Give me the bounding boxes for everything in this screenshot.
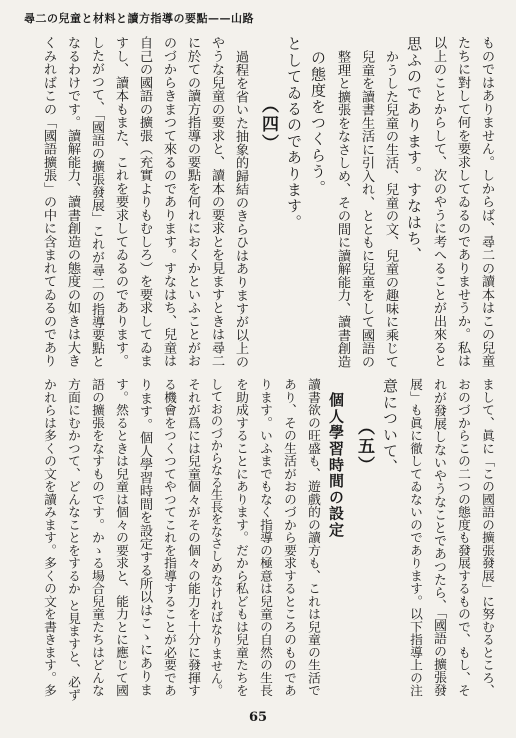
section-heading-5: （五） [354, 418, 374, 475]
section-subheading: 個人學習時間の設定 [327, 392, 345, 538]
text-column: あり、その生活がおのづから要求するところのものであ [281, 378, 296, 697]
text-column: 以上のことからして、次のやうに考へることが出來ると [431, 36, 446, 368]
text-column: ります。いふまでもなく指導の極意は兒童の自然の生長 [257, 378, 272, 697]
text-column: 讀書欲の旺盛も、遊戲的の讀方も、これは兒童の生活で [305, 378, 320, 697]
text-column: おのづからこの二つの態度も發展するもので、もし、そ [455, 378, 470, 697]
text-column: 語の擴張をなすものです。かゝる場合兒童たちはどんな [89, 378, 104, 697]
text-column: 思ふのであります。すなはち、 [405, 36, 423, 263]
text-column: としてゐるのであります。 [285, 36, 303, 231]
text-column: やうな兒童の要求と、讀本の要求とを見ますときは尋二 [209, 36, 224, 368]
text-column: たちに對して何を要求してゐるのでありませうか。私は [455, 36, 470, 368]
text-column: に於ての讀方指導の要點を何れにおくかといふことがお [185, 36, 200, 368]
text-column: したがつて、「國語の擴張發展」これが尋二の指導要點と [89, 36, 104, 368]
text-column: ります。個人學習時間を設定する所以はこゝにありま [137, 378, 152, 696]
lower-text-block [18, 378, 498, 703]
text-column: なるわけです。讀解能力、讀書創造の態度の如きは大き [65, 36, 80, 368]
text-column: ものではありません。しからば、尋二の讀本はこの兒童 [479, 36, 494, 368]
text-column: かうした兒童の生活、兒童の文、兒童の趣味に乘じて [383, 50, 398, 368]
text-column: 展」も眞に徹してゐないのであります。以下指導上の注 [407, 378, 422, 697]
running-header [14, 8, 502, 32]
text-column: 整理と擴張をなさしめ、その間に讀解能力、讀書創造 [335, 50, 350, 368]
text-column: 自己の國語の擴張（充實よりもむしろ）を要求してゐま [137, 36, 152, 368]
text-column: まして、眞に「この國語の擴張發展」に努むるところ、 [479, 378, 494, 697]
text-column: 意について、 [381, 378, 399, 476]
text-column: を助成することにあります。だから私どもは兒童たちを [233, 378, 248, 697]
text-column: しておのづからなる生長をなさしめなければなりません。 [209, 378, 223, 697]
text-column: 方面にむかつて、どんなことをするか と見ますと、必ず [65, 378, 80, 701]
text-column: す。然るときは兒童は個々の要求と、能力とに應じて國 [113, 378, 128, 697]
text-column: る機會をつくつてやつてこれを指導することが必要であ [161, 378, 176, 697]
text-column: れが發展しないやうなことであつたら、「國語の擴張發 [431, 378, 446, 697]
section-heading-4: （四） [258, 96, 278, 153]
header-title: 尋二の兒童と材料と讀方指導の要點——山路 [24, 12, 254, 25]
text-column: それが爲には兒童個々がその個々の能力を十分に發揮す [185, 378, 200, 697]
text-column: 過程を省いた抽象的歸結のきらひはありますが以上の [233, 50, 248, 368]
text-column: くみればこの「國語擴張」の中に含まれてゐるのであり [41, 36, 56, 368]
text-column: 兒童を讀書生活に引入れ、とともに兒童をして國語の [359, 50, 374, 368]
upper-text-block [18, 36, 498, 372]
text-column: すし、讀本もまた、これを要求してゐるのであります。 [113, 36, 128, 368]
page-number: 65 [248, 710, 268, 725]
text-column: の態度をつくらう。 [309, 50, 327, 196]
text-column: かれらは多くの文を讀みます。多くの文を書きます。多 [41, 378, 56, 697]
text-column: のづからきまつて來るのであります。すなはち、兒童は [161, 36, 176, 368]
